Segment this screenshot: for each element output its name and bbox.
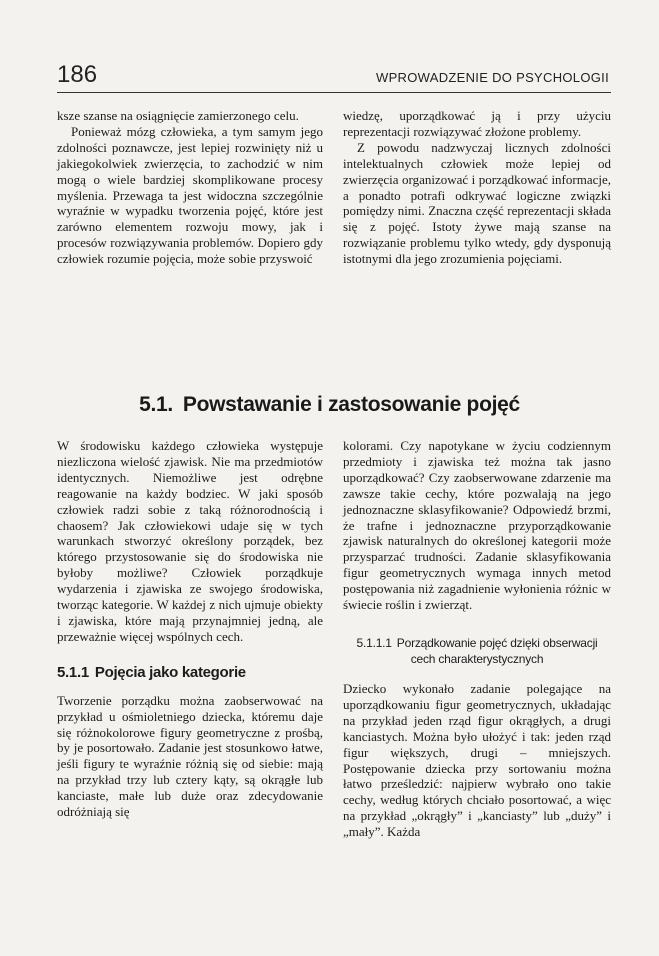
page-number: 186 bbox=[57, 61, 98, 88]
column-top-right bbox=[343, 108, 611, 267]
subsection-number: 5.1.1 bbox=[57, 663, 89, 681]
subsubsection-title: Porządkowanie pojęć dzięki obserwacji cech charakterystycznych bbox=[396, 635, 598, 666]
column-bottom-left bbox=[57, 438, 323, 820]
paragraph: Dziecko wykonało zadanie polegające na uporządkowaniu figur geometrycznych, układając na przykład jeden rząd figur okrągłych, a drugi kanciastych. Można było ułożyć i tak: jeden rząd figur większych, drugi – mniejszych. Postępowanie dziecka przy sortowaniu można łatwo prześledzić: najpierw wybrało ono takie cechy, według których chciało posortować, a więc na przykład „okrągły” i „kanciasty” lub „duży” i „mały”. Każda bbox=[343, 680, 611, 840]
column-bottom-right bbox=[343, 438, 611, 840]
subsection-heading bbox=[57, 665, 323, 681]
subsection-title: Pojęcia jako kategorie bbox=[94, 663, 246, 681]
paragraph-continued: kolorami. Czy napotykane w życiu codziennym przedmioty i zjawiska też można tak jasno uporządkować? Czy zaobserwowane zdarzenie ma zawsze takie cechy, które pozwalają na jego jednoznaczne sklasyfikowanie? Odpowiedź brzmi, że trafne i jednoznaczne przyporządkowanie zjawisk naturalnych do określonej kategorii może przysparzać trudności. Zadanie sklasyfikowania figur geometrycznych wymaga innych metod postępowania niż zagadnienie wyłonienia różnic w świecie roślin i zwierząt. bbox=[343, 438, 611, 613]
section-number: 5.1. bbox=[139, 393, 173, 416]
paragraph: Ponieważ mózg człowieka, a tym samym jego zdolności poznawcze, jest lepiej rozwinięty niż u jakiegokolwiek zwierzęcia, to zachodzić w nim mogą o wiele bardziej skomplikowane procesy myślenia. Przewaga ta jest widoczna szczególnie wyraźnie w wypadku tworzenia pojęć, które jest zarówno elementem rozwoju mowy, jak i procesów rozwiązywania problemów. Dopiero gdy człowiek rozumie pojęcia, może sobie przyswoić bbox=[57, 123, 323, 267]
subsubsection-number: 5.1.1.1 bbox=[356, 635, 392, 650]
header-rule bbox=[57, 92, 611, 93]
section-heading bbox=[0, 393, 659, 417]
paragraph-continued: ksze szanse na osiągnięcie zamierzonego celu. bbox=[57, 108, 299, 123]
running-head: WPROWADZENIE DO PSYCHOLOGII bbox=[376, 70, 609, 85]
paragraph: Z powodu nadzwyczaj licznych zdolności intelektualnych człowiek może lepiej od zwierzęcia organizować i porządkować informacje, a ponadto potrafi odkrywać logiczne związki pomiędzy nimi. Znaczna część reprezentacji składa się z pojęć. Istoty żywe mają szanse na rozwiązanie problemu tylko wtedy, gdy dysponują istotnymi dla jego zrozumienia pojęciami. bbox=[343, 139, 611, 267]
section-title: Powstawanie i zastosowanie pojęć bbox=[182, 393, 520, 416]
paragraph-continued: wiedzę, uporządkować ją i przy użyciu reprezentacji rozwiązywać złożone problemy. bbox=[343, 108, 611, 139]
paragraph: Tworzenie porządku można zaobserwować na przykład u ośmioletniego dziecka, któremu daje się różnokolorowe figury geometryczne z prośbą, by je posortowało. Zadanie jest stosunkowo łatwe, jeśli figury te wyraźnie różnią się od siebie: mają na przykład trzy lub cztery kąty, są okrągłe lub kanciaste, małe lub duże oraz zdecydowanie odróżniają się bbox=[57, 692, 323, 820]
column-top-left bbox=[57, 108, 323, 267]
subsubsection-heading bbox=[343, 635, 611, 667]
paragraph: W środowisku każdego człowieka występuje niezliczona wielość zjawisk. Nie ma przedmiotów identycznych. Niemożliwe jest odrębne reagowanie na każdy bodziec. W jaki sposób człowiek radzi sobie z taką różnorodnością i chaosem? Jak człowiekowi udaje się w tych warunkach stworzyć określony porządek, bez którego przystosowanie się do środowiska nie byłoby możliwe? Człowiek porządkuje wydarzenia i zjawiska ze swojego środowiska, tworząc kategorie. W każdej z nich ujmuje obiekty i zjawiska, które mają przynajmniej jedną, ale przeważnie więcej wspólnych cech. bbox=[57, 438, 323, 644]
